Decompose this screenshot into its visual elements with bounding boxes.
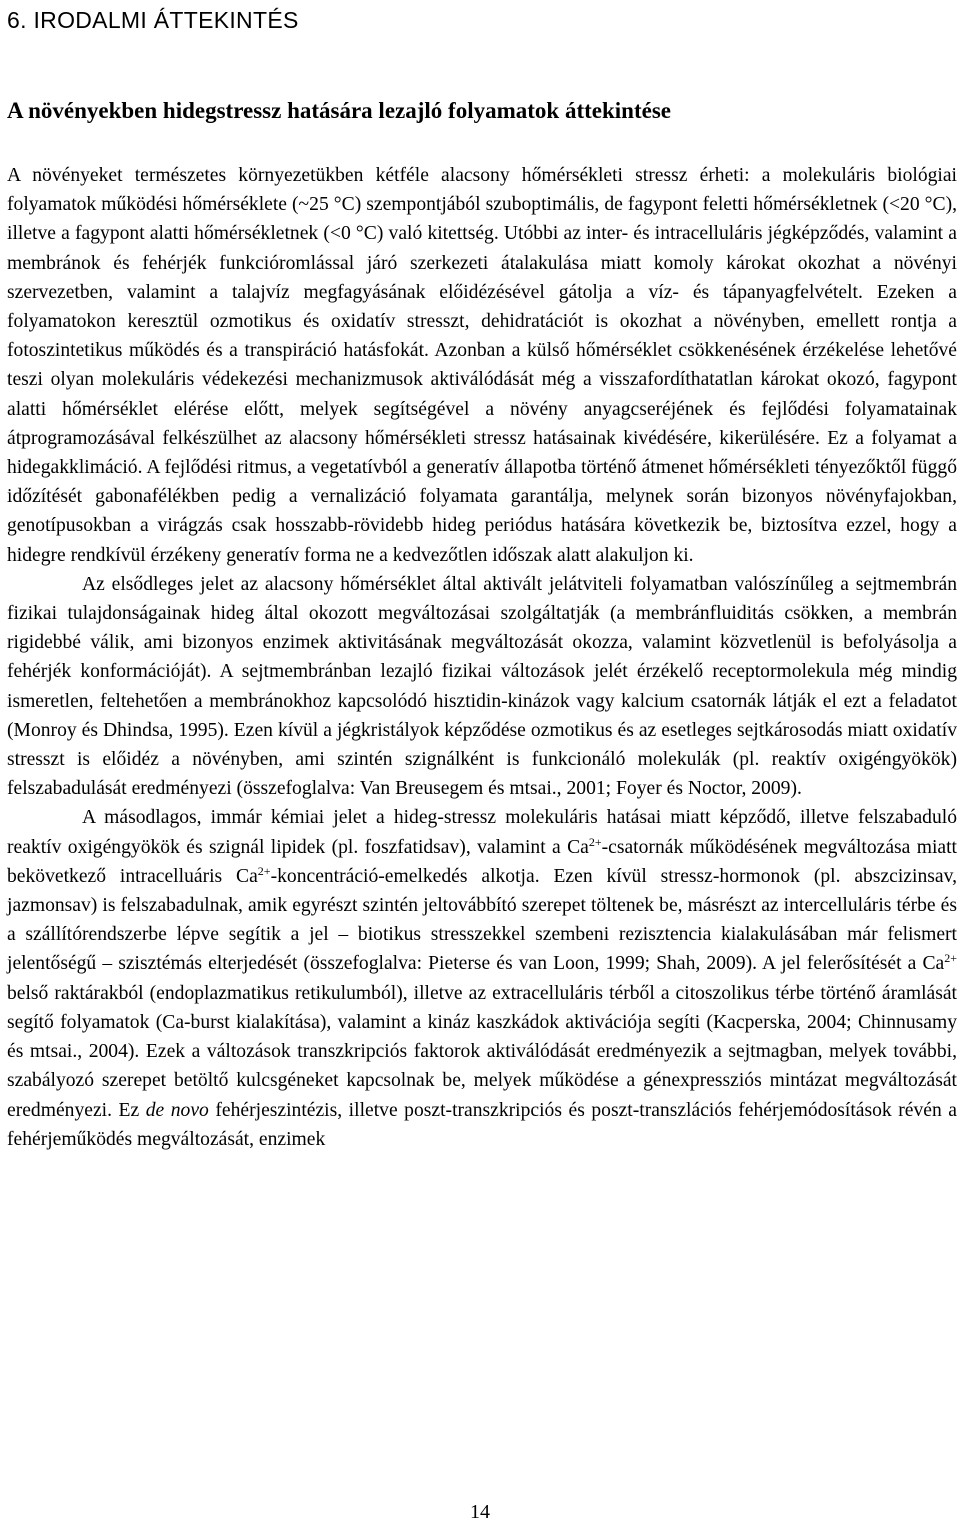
paragraph-3-text-3: -koncentráció-emelkedés alkotja. Ezen kívül stressz-hormonok (pl. abszcizinsav, jazmonsav) is felszabadulnak, amik egyrészt szintén jeltovábbító szerepet töltenek be, másrészt az intercelluláris térbe és a szállítórendszerbe lépve segítik a jel – biotikus stresszekkel szembeni rezisztencia kialakulásában már felismert jelentőségű – szisztémás elterjedését (összefoglalva: Pieterse és van Loon, 1999; Shah, 2009). A jel felerősítését a Ca xyxy=(7,865,957,975)
chapter-heading: 6. IRODALMI ÁTTEKINTÉS xyxy=(7,7,299,33)
de-novo-italic: de novo xyxy=(145,1099,209,1121)
body-text xyxy=(7,161,957,1154)
paragraph-3-text-1: A másodlagos, immár kémiai jelet a hideg-stressz molekuláris hatásai miatt képződő, illetve felszabaduló reaktív oxigéngyökök és szignál lipidek (pl. foszfatidsav), valamint a Ca xyxy=(7,807,957,858)
calcium-charge-superscript-3: 2+ xyxy=(944,951,957,966)
paragraph-3 xyxy=(7,803,957,1153)
paragraph-3-text-4: belső raktárakból (endoplazmatikus retikulumból), illetve az extracelluláris térből a citoszolikus térbe történő áramlását segítő folyamatok (Ca-burst kialakítása), valamint a kináz kaszkádok aktivációja segíti (Kacperska, 2004; Chinnusamy és mtsai., 2004). Ezek a változások transzkripciós faktorok aktiválódását eredményezik a sejtmagban, melyek további, szabályozó szerepet betöltő kulcsgéneket kapcsolnak be, melyek működése a génexpressziós mintázat megváltozását eredményezi. Ez xyxy=(7,982,957,1121)
paragraph-1: A növényeket természetes környezetükben kétféle alacsony hőmérsékleti stressz érheti: a molekuláris biológiai folyamatok működési hőmérséklete (~25 °C) szempontjából szuboptimális, de fagypont feletti hőmérsékletnek (<20 °C), illetve a fagypont alatti hőmérsékletnek (<0 °C) való kitettség. Utóbbi az inter- és intracelluláris jégképződés, valamint a membránok és fehérjék funkcióromlással járó szerkezeti átalakulása miatt komoly károkat okozhat a növényi szervezetben, valamint a talajvíz megfagyásának előidézésével gátolja a víz- és tápanyagfelvételt. Ezeken a folyamatokon keresztül ozmotikus és oxidatív stresszt, dehidratációt is okozhat a növényben, emellett rontja a fotoszintetikus működés és a transpiráció hatásfokát. Azonban a külső hőmérséklet csökkenésének érzékelése lehetővé teszi olyan molekuláris védekezési mechanizmusok aktiválódását még a visszafordíthatatlan károkat okozó, fagypont alatti hőmérséklet elérése előtt, melyek segítségével a növény anyagcseréjének és fejlődési folyamatainak átprogramozásával felkészülhet az alacsony hőmérsékleti stressz hatásainak kivédésére, kikerülésére. Ez a folyamat a hidegakklimáció. A fejlődési ritmus, a vegetatívból a generatív állapotba történő átmenet hőmérsékleti tényezőktől függő időzítését gabonafélékben pedig a vernalizáció folyamata garantálja, melynek során bizonyos növényfajokban, genotípusokban a virágzás csak hosszabb-rövidebb hideg periódus hatására következik be, biztosítva ezzel, hogy a hidegre rendkívül érzékeny generatív forma ne a kedvezőtlen időszak alatt alakuljon ki. xyxy=(7,165,957,566)
section-heading: A növényekben hidegstressz hatására lezajló folyamatok áttekintése xyxy=(7,98,671,123)
page-number: 14 xyxy=(470,1501,490,1523)
paragraph-3-text-2: -csatornák működésének megváltozása miatt bekövetkező intracelluáris Ca xyxy=(7,836,957,887)
paragraph-2: Az elsődleges jelet az alacsony hőmérséklet által aktivált jelátviteli folyamatban valószínűleg a sejtmembrán fizikai tulajdonságainak hideg által okozott megváltozásai szolgáltatják (a membránfluiditás csökken, a membrán rigidebbé válik, ami bizonyos enzimek aktivitásának megváltozását okozza, valamint közvetlenül is befolyásolja a fehérjék konformációját). A sejtmembránban lezajló fizikai változások jelét érzékelő receptormolekula még mindig ismeretlen, feltehetően a membránokhoz kapcsolódó hisztidin-kinázok vagy kalcium csatornák látják el ezt a feladatot (Monroy és Dhindsa, 1995). Ezen kívül a jégkristályok képződése ozmotikus és az esetleges sejtkárosodás miatt oxidatív stresszt is előidéz a növényben, ami szintén szignálként is funkcionáló molekulák (pl. reaktív oxigéngyökök) felszabadulását eredményezi (összefoglalva: Van Breusegem és mtsai., 2001; Foyer és Noctor, 2009). xyxy=(7,573,957,800)
calcium-charge-superscript-2: 2+ xyxy=(257,863,271,878)
paragraph-3-text-5: fehérjeszintézis, illetve poszt-transzkripciós és poszt-transzlációs fehérjemódosítások révén a fehérjeműködés megváltozását, enzimek xyxy=(7,1099,957,1150)
calcium-charge-superscript-1: 2+ xyxy=(588,834,602,849)
